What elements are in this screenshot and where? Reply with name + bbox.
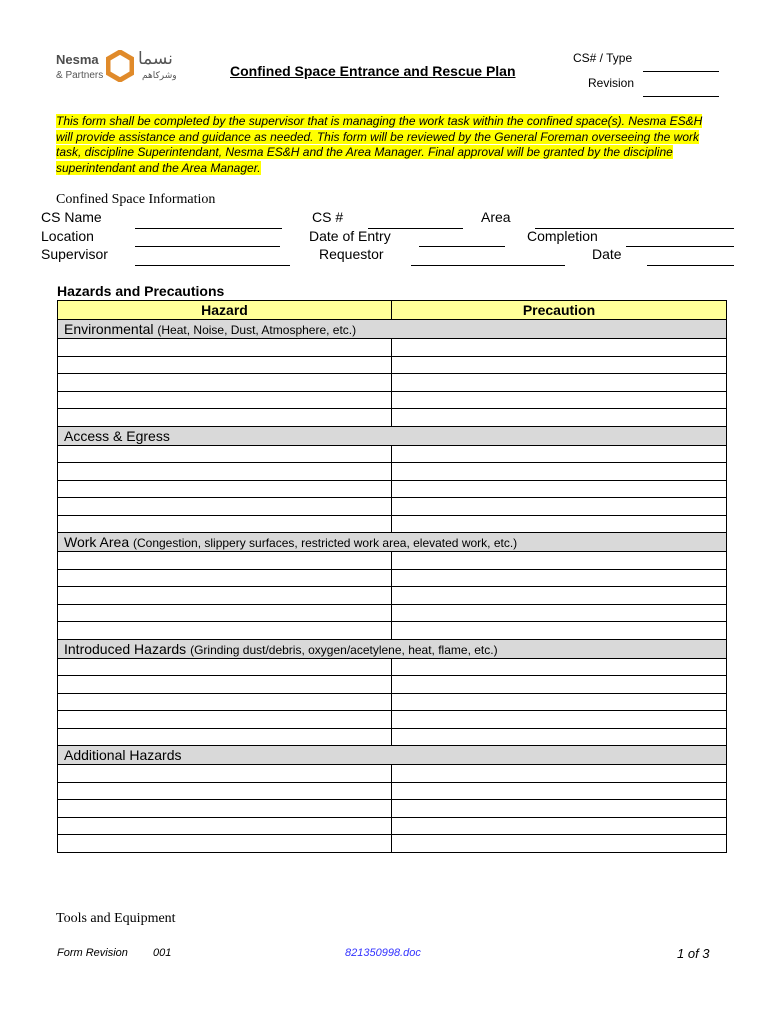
hazard-cell[interactable] [58, 374, 392, 392]
precaution-cell[interactable] [392, 374, 727, 392]
precaution-cell[interactable] [392, 800, 727, 818]
hazard-cell[interactable] [58, 835, 392, 853]
precaution-cell[interactable] [392, 391, 727, 409]
table-row [58, 445, 727, 463]
hazard-cell[interactable] [58, 658, 392, 676]
logo-arabic-sub: وشركاهم [142, 71, 177, 81]
hazard-section-row [58, 426, 727, 445]
table-row [58, 800, 727, 818]
hazard-cell[interactable] [58, 480, 392, 498]
table-row [58, 658, 727, 676]
precaution-cell[interactable] [392, 782, 727, 800]
table-row [58, 463, 727, 481]
supervisor-label: Supervisor [41, 246, 108, 262]
precaution-cell[interactable] [392, 728, 727, 746]
precaution-cell[interactable] [392, 480, 727, 498]
logo-latin-sub: & Partners [56, 70, 104, 81]
hazard-cell[interactable] [58, 552, 392, 570]
hazard-cell[interactable] [58, 800, 392, 818]
date-label: Date [592, 246, 622, 262]
hazards-header-row [58, 301, 727, 320]
hazard-cell[interactable] [58, 587, 392, 605]
completion-label: Completion [527, 228, 598, 244]
logo-latin-name: Nesma [56, 52, 99, 67]
page-title: Confined Space Entrance and Rescue Plan [230, 63, 516, 79]
precaution-cell[interactable] [392, 711, 727, 729]
company-logo [56, 46, 190, 90]
hazard-section-row [58, 533, 727, 552]
date-of-entry-field[interactable] [419, 246, 505, 247]
table-row [58, 515, 727, 533]
hazard-section-detail: (Congestion, slippery surfaces, restricted work area, elevated work, etc.) [133, 536, 518, 550]
precaution-cell[interactable] [392, 817, 727, 835]
hazard-column-header: Hazard [58, 301, 392, 320]
hazard-cell[interactable] [58, 356, 392, 374]
hazard-cell[interactable] [58, 604, 392, 622]
page-number: 1 of 3 [677, 946, 710, 961]
table-row [58, 604, 727, 622]
hazard-section-name: Additional Hazards [64, 747, 182, 763]
hazard-cell[interactable] [58, 409, 392, 427]
cs-info-heading: Confined Space Information [56, 192, 216, 207]
table-row [58, 693, 727, 711]
hazard-section-detail: (Heat, Noise, Dust, Atmosphere, etc.) [157, 323, 357, 337]
logo-arabic-name: نسما [138, 49, 173, 69]
hazard-section-name: Introduced Hazards [64, 640, 187, 657]
table-row [58, 728, 727, 746]
precaution-cell[interactable] [392, 409, 727, 427]
precaution-cell[interactable] [392, 604, 727, 622]
form-revision-value: 001 [153, 947, 172, 959]
hazards-title: Hazards and Precautions [57, 283, 225, 299]
table-row [58, 480, 727, 498]
table-row [58, 711, 727, 729]
hazard-section-name: Environmental [64, 321, 154, 337]
table-row [58, 356, 727, 374]
hazard-section-name: Access & Egress [64, 427, 170, 444]
table-row [58, 782, 727, 800]
hazard-cell[interactable] [58, 463, 392, 481]
precaution-cell[interactable] [392, 622, 727, 640]
precaution-cell[interactable] [392, 658, 727, 676]
table-row [58, 391, 727, 409]
hazard-cell[interactable] [58, 445, 392, 463]
precaution-cell[interactable] [392, 835, 727, 853]
cs-type-label: CS# / Type [573, 51, 633, 65]
hazard-section-cell [58, 639, 727, 658]
table-row [58, 765, 727, 783]
cs-type-field[interactable] [643, 71, 719, 72]
cs-name-field[interactable] [135, 228, 282, 229]
cs-number-label: CS # [312, 209, 344, 225]
table-row [58, 569, 727, 587]
precaution-cell[interactable] [392, 569, 727, 587]
date-of-entry-label: Date of Entry [309, 228, 391, 244]
table-row [58, 676, 727, 694]
precaution-cell[interactable] [392, 552, 727, 570]
tools-heading: Tools and Equipment [56, 911, 176, 926]
hazard-section-row [58, 639, 727, 658]
table-row [58, 374, 727, 392]
precaution-cell[interactable] [392, 587, 727, 605]
precaution-cell[interactable] [392, 356, 727, 374]
precaution-cell[interactable] [392, 445, 727, 463]
table-row [58, 817, 727, 835]
revision-label: Revision [588, 76, 635, 90]
hazard-section-row [58, 320, 727, 339]
table-row [58, 339, 727, 357]
hazard-section-cell [58, 533, 727, 552]
hazards-table [57, 300, 727, 853]
hazard-cell[interactable] [58, 817, 392, 835]
hazard-cell[interactable] [58, 569, 392, 587]
table-row [58, 587, 727, 605]
hazard-section-name: Work Area [64, 534, 130, 550]
hazard-cell[interactable] [58, 676, 392, 694]
table-row [58, 552, 727, 570]
precaution-column-header: Precaution [392, 301, 727, 320]
hazard-cell[interactable] [58, 782, 392, 800]
hexagon-logo-icon [106, 50, 134, 82]
instructions-text: This form shall be completed by the supervisor that is managing the work task within the confined space(s). Nesma ES&H will provide assistance and guidance as needed. This form will be reviewed by the General Foreman overseeing the work task, discipline Superintendant, Nesma ES&H and the Area Manager. Final approval will be granted by the discipline superintendant and the Area Manager. [56, 114, 703, 175]
hazard-cell[interactable] [58, 711, 392, 729]
hazard-section-row [58, 746, 727, 765]
precaution-cell[interactable] [392, 515, 727, 533]
hazard-cell[interactable] [58, 391, 392, 409]
hazard-cell[interactable] [58, 728, 392, 746]
location-label: Location [41, 228, 94, 244]
table-row [58, 498, 727, 516]
hazard-cell[interactable] [58, 622, 392, 640]
table-row [58, 409, 727, 427]
instructions-note [56, 114, 708, 176]
completion-field[interactable] [626, 246, 734, 247]
hazard-cell[interactable] [58, 765, 392, 783]
location-field[interactable] [135, 246, 280, 247]
hazard-section-detail: (Grinding dust/debris, oxygen/acetylene, heat, flame, etc.) [190, 642, 498, 657]
precaution-cell[interactable] [392, 498, 727, 516]
hazard-section-cell [58, 426, 727, 445]
hazard-cell[interactable] [58, 498, 392, 516]
precaution-cell[interactable] [392, 765, 727, 783]
revision-field[interactable] [643, 96, 719, 97]
hazard-section-cell [58, 746, 727, 765]
table-row [58, 835, 727, 853]
requestor-field[interactable] [411, 265, 565, 266]
cs-name-label: CS Name [41, 209, 102, 225]
table-row [58, 622, 727, 640]
date-field[interactable] [647, 265, 734, 266]
requestor-label: Requestor [319, 246, 384, 262]
supervisor-field[interactable] [135, 265, 290, 266]
hazard-cell[interactable] [58, 693, 392, 711]
hazard-cell[interactable] [58, 339, 392, 357]
hazard-cell[interactable] [58, 515, 392, 533]
area-label: Area [481, 209, 511, 225]
precaution-cell[interactable] [392, 693, 727, 711]
document-filename: 821350998.doc [345, 947, 421, 959]
precaution-cell[interactable] [392, 463, 727, 481]
form-revision-label: Form Revision [57, 947, 128, 959]
hazard-section-cell [58, 320, 727, 339]
precaution-cell[interactable] [392, 676, 727, 694]
precaution-cell[interactable] [392, 339, 727, 357]
